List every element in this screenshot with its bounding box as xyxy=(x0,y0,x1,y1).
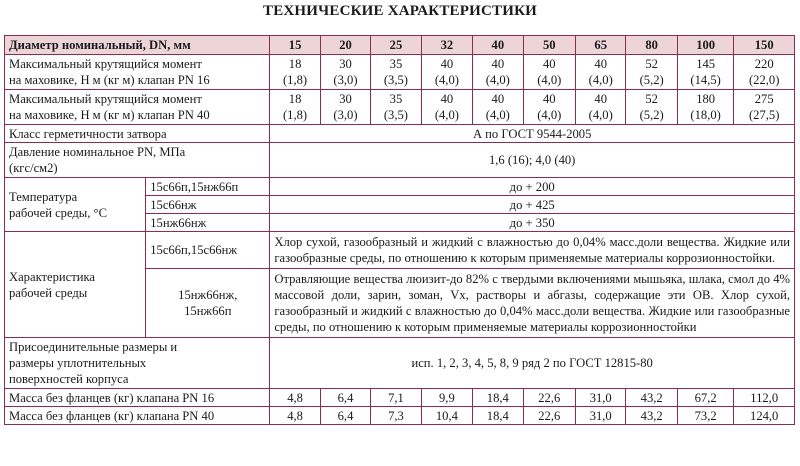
pressure-value: 1,6 (16); 4,0 (40) xyxy=(270,143,795,178)
torque-value: 180 xyxy=(696,92,716,106)
torque-cell xyxy=(523,55,575,90)
label-line: поверхностей корпуса xyxy=(9,372,129,386)
torque-cell xyxy=(576,90,626,125)
label-line: рабочей среды, °С xyxy=(9,205,107,220)
torque-cell xyxy=(626,90,677,125)
temperature-value: до + 200 xyxy=(270,178,795,196)
torque-cell xyxy=(320,90,370,125)
label-line: размеры уплотнительных xyxy=(9,356,147,370)
label-line: на маховике, Н м (кг м) клапан PN 40 xyxy=(9,108,210,122)
dn-cell: 15 xyxy=(270,36,320,55)
pressure-row xyxy=(5,143,795,178)
torque-value: 18 xyxy=(288,57,302,71)
dn-cell: 100 xyxy=(677,36,733,55)
torque-kgm: (4,0) xyxy=(434,108,459,122)
medium-description: Отравляющие вещества люизит-до 82% с твердыми включениями мышьяка, шлака, смол до 4% массовой доли, зарин, зоман, Vx, растворы и абгазы, содержащие эти ОВ. Хлор сухой, газообразный и жидкий с влажностью до 0,04% масс.доли вещества. Жидкие или газообразные среды, по отношению к которым применяемые материалы коррозионностойки xyxy=(270,269,795,338)
torque-cell xyxy=(677,55,733,90)
torque-pn40-label xyxy=(5,90,270,125)
torque-cell xyxy=(677,90,733,125)
torque-value: 40 xyxy=(594,57,608,71)
mass-cell: 112,0 xyxy=(734,389,795,407)
temperature-model: 15с66нж xyxy=(146,196,270,214)
mass-cell: 6,4 xyxy=(320,407,370,425)
torque-value: 40 xyxy=(594,92,608,106)
dn-cell: 65 xyxy=(576,36,626,55)
torque-kgm: (3,5) xyxy=(383,73,408,87)
torque-kgm: (18,0) xyxy=(690,108,721,122)
medium-row xyxy=(5,232,795,269)
dn-cell: 80 xyxy=(626,36,677,55)
mass-cell: 31,0 xyxy=(576,407,626,425)
tightness-row xyxy=(5,125,795,143)
medium-label xyxy=(5,232,146,338)
torque-value: 220 xyxy=(754,57,774,71)
torque-cell xyxy=(473,90,523,125)
torque-kgm: (4,0) xyxy=(485,108,510,122)
torque-kgm: (1,8) xyxy=(282,73,308,87)
label-line: Давление номинальное PN, МПа xyxy=(9,145,186,159)
temperature-value: до + 350 xyxy=(270,214,795,232)
torque-cell xyxy=(734,90,795,125)
torque-value: 30 xyxy=(339,57,352,71)
torque-value: 40 xyxy=(440,92,454,106)
torque-cell xyxy=(270,55,320,90)
mass-cell: 18,4 xyxy=(473,407,523,425)
torque-pn16-row xyxy=(5,55,795,90)
torque-kgm: (27,5) xyxy=(748,108,780,122)
tightness-value: А по ГОСТ 9544-2005 xyxy=(270,125,795,143)
torque-cell xyxy=(320,55,370,90)
temperature-label xyxy=(5,178,146,232)
mass-pn16-row xyxy=(5,389,795,407)
medium-description: Хлор сухой, газообразный и жидкий с влажностью до 0,04% масс.доли вещества. Жидкие или газообразные среды, по отношению к которым применяемые материалы коррозионностойки. xyxy=(270,232,795,269)
mass-cell: 18,4 xyxy=(473,389,523,407)
tightness-label: Класс герметичности затвора xyxy=(5,125,270,143)
connection-row xyxy=(5,338,795,389)
torque-cell xyxy=(734,55,795,90)
torque-value: 40 xyxy=(542,57,556,71)
torque-pn40-row xyxy=(5,90,795,125)
mass-cell: 4,8 xyxy=(270,407,320,425)
mass-cell: 6,4 xyxy=(320,389,370,407)
model-line: 15нж66п xyxy=(184,304,232,318)
dn-cell: 50 xyxy=(523,36,575,55)
torque-value: 40 xyxy=(440,57,454,71)
medium-model: 15с66п,15с66нж xyxy=(146,232,270,269)
torque-kgm: (22,0) xyxy=(748,73,780,87)
torque-kgm: (5,2) xyxy=(639,73,664,87)
torque-cell xyxy=(421,90,472,125)
torque-kgm: (4,0) xyxy=(485,73,510,87)
torque-value: 52 xyxy=(645,92,658,106)
label-line: Характеристика xyxy=(9,269,96,284)
spec-table xyxy=(4,35,795,425)
mass-cell: 124,0 xyxy=(734,407,795,425)
dn-cell: 150 xyxy=(734,36,795,55)
temperature-model: 15нж66нж xyxy=(146,214,270,232)
torque-kgm: (3,0) xyxy=(333,108,358,122)
temperature-row xyxy=(5,178,795,196)
connection-value: исп. 1, 2, 3, 4, 5, 8, 9 ряд 2 по ГОСТ 12815-80 xyxy=(270,338,795,389)
torque-value: 35 xyxy=(389,92,403,106)
mass-cell: 7,3 xyxy=(371,407,421,425)
label-line: рабочей среды xyxy=(9,285,88,300)
torque-value: 145 xyxy=(696,57,716,71)
page-title: ТЕХНИЧЕСКИЕ ХАРАКТЕРИСТИКИ xyxy=(262,3,538,19)
torque-value: 35 xyxy=(389,57,403,71)
temperature-model: 15с66п,15нж66п xyxy=(146,178,270,196)
torque-cell xyxy=(626,55,677,90)
connection-label xyxy=(5,338,270,389)
label-line: Максимальный крутящийся момент xyxy=(9,57,202,71)
medium-model xyxy=(146,269,270,338)
mass-cell: 10,4 xyxy=(421,407,472,425)
torque-cell xyxy=(576,55,626,90)
torque-cell xyxy=(421,55,472,90)
torque-kgm: (1,8) xyxy=(282,108,308,122)
mass-cell: 22,6 xyxy=(523,389,575,407)
mass-pn40-label: Масса без фланцев (кг) клапана PN 40 xyxy=(5,407,270,425)
dn-cell: 25 xyxy=(371,36,421,55)
torque-value: 275 xyxy=(754,92,774,106)
dn-cell: 20 xyxy=(320,36,370,55)
label-line: Температура xyxy=(9,189,78,204)
label-line: на маховике, Н м (кг м) клапан PN 16 xyxy=(9,73,210,87)
torque-kgm: (14,5) xyxy=(690,73,721,87)
mass-cell: 31,0 xyxy=(576,389,626,407)
torque-cell xyxy=(371,55,421,90)
mass-cell: 67,2 xyxy=(677,389,733,407)
torque-kgm: (5,2) xyxy=(639,108,664,122)
header-label: Диаметр номинальный, DN, мм xyxy=(5,36,270,55)
torque-kgm: (4,0) xyxy=(588,108,613,122)
torque-kgm: (4,0) xyxy=(537,73,562,87)
torque-kgm: (3,0) xyxy=(333,73,358,87)
torque-cell xyxy=(270,90,320,125)
mass-cell: 7,1 xyxy=(371,389,421,407)
torque-kgm: (3,5) xyxy=(383,108,408,122)
mass-pn40-row xyxy=(5,407,795,425)
mass-cell: 43,2 xyxy=(626,389,677,407)
torque-value: 40 xyxy=(491,57,505,71)
temperature-value: до + 425 xyxy=(270,196,795,214)
header-row xyxy=(5,36,795,55)
mass-cell: 4,8 xyxy=(270,389,320,407)
label-line: Присоединительные размеры и xyxy=(9,340,178,354)
label-line: Максимальный крутящийся момент xyxy=(9,92,202,106)
torque-cell xyxy=(523,90,575,125)
dn-cell: 40 xyxy=(473,36,523,55)
torque-kgm: (4,0) xyxy=(434,73,459,87)
torque-value: 40 xyxy=(491,92,505,106)
torque-cell xyxy=(473,55,523,90)
torque-cell xyxy=(371,90,421,125)
mass-cell: 9,9 xyxy=(421,389,472,407)
torque-kgm: (4,0) xyxy=(588,73,613,87)
torque-value: 40 xyxy=(542,92,556,106)
dn-cell: 32 xyxy=(421,36,472,55)
pressure-label xyxy=(5,143,270,178)
label-line: (кгс/см2) xyxy=(9,161,58,175)
mass-pn16-label: Масса без фланцев (кг) клапана PN 16 xyxy=(5,389,270,407)
mass-cell: 43,2 xyxy=(626,407,677,425)
mass-cell: 22,6 xyxy=(523,407,575,425)
mass-cell: 73,2 xyxy=(677,407,733,425)
torque-value: 18 xyxy=(288,92,302,106)
torque-value: 52 xyxy=(645,57,658,71)
torque-pn16-label xyxy=(5,55,270,90)
model-line: 15нж66нж, xyxy=(178,288,238,302)
torque-kgm: (4,0) xyxy=(537,108,562,122)
torque-value: 30 xyxy=(339,92,352,106)
